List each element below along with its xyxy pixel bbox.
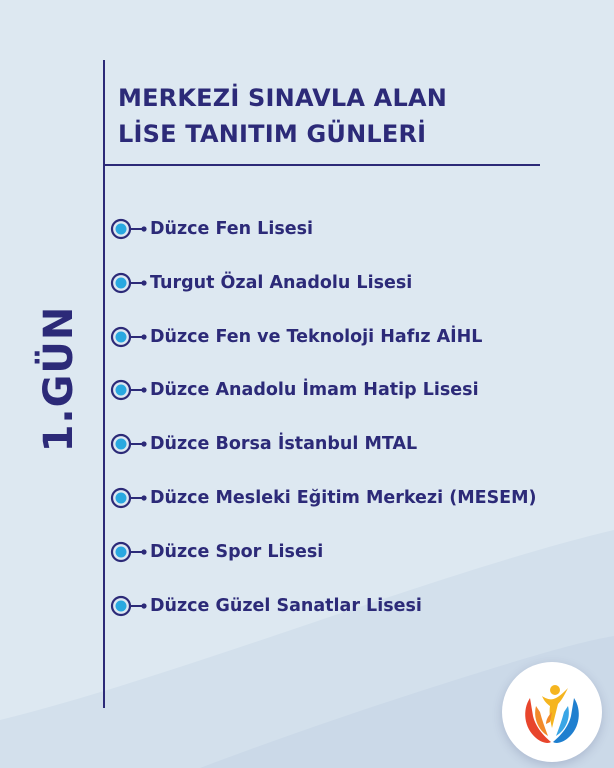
school-name: Düzce Anadolu İmam Hatip Lisesi (150, 380, 479, 401)
page-title (118, 80, 538, 152)
day-label: 1.GÜN (36, 305, 82, 453)
bullet-dot-icon (110, 326, 148, 348)
bullet-dot-icon (110, 218, 148, 240)
school-name: Düzce Fen ve Teknoloji Hafız AİHL (150, 326, 483, 347)
logo-hands-figure-icon (502, 662, 602, 762)
school-name: Düzce Borsa İstanbul MTAL (150, 434, 418, 455)
school-name: Turgut Özal Anadolu Lisesi (150, 272, 413, 293)
school-name: Düzce Fen Lisesi (150, 219, 314, 239)
vertical-divider (103, 60, 105, 708)
bullet-dot-icon (110, 272, 148, 294)
school-name: Düzce Spor Lisesi (150, 541, 324, 562)
logo (502, 662, 602, 762)
bullet-dot-icon (110, 487, 148, 509)
bullet-dot-icon (110, 541, 148, 563)
school-name: Düzce Mesleki Eğitim Merkezi (MESEM) (150, 487, 537, 508)
bullet-dot-icon (110, 379, 148, 401)
title-line-1: MERKEZİ SINAVLA ALAN (118, 84, 448, 112)
bullet-dot-icon (110, 433, 148, 455)
title-line-2: LİSE TANITIM GÜNLERİ (118, 120, 427, 148)
school-name: Düzce Güzel Sanatlar Lisesi (150, 595, 422, 616)
title-underline (103, 164, 540, 166)
bullet-dot-icon (110, 595, 148, 617)
